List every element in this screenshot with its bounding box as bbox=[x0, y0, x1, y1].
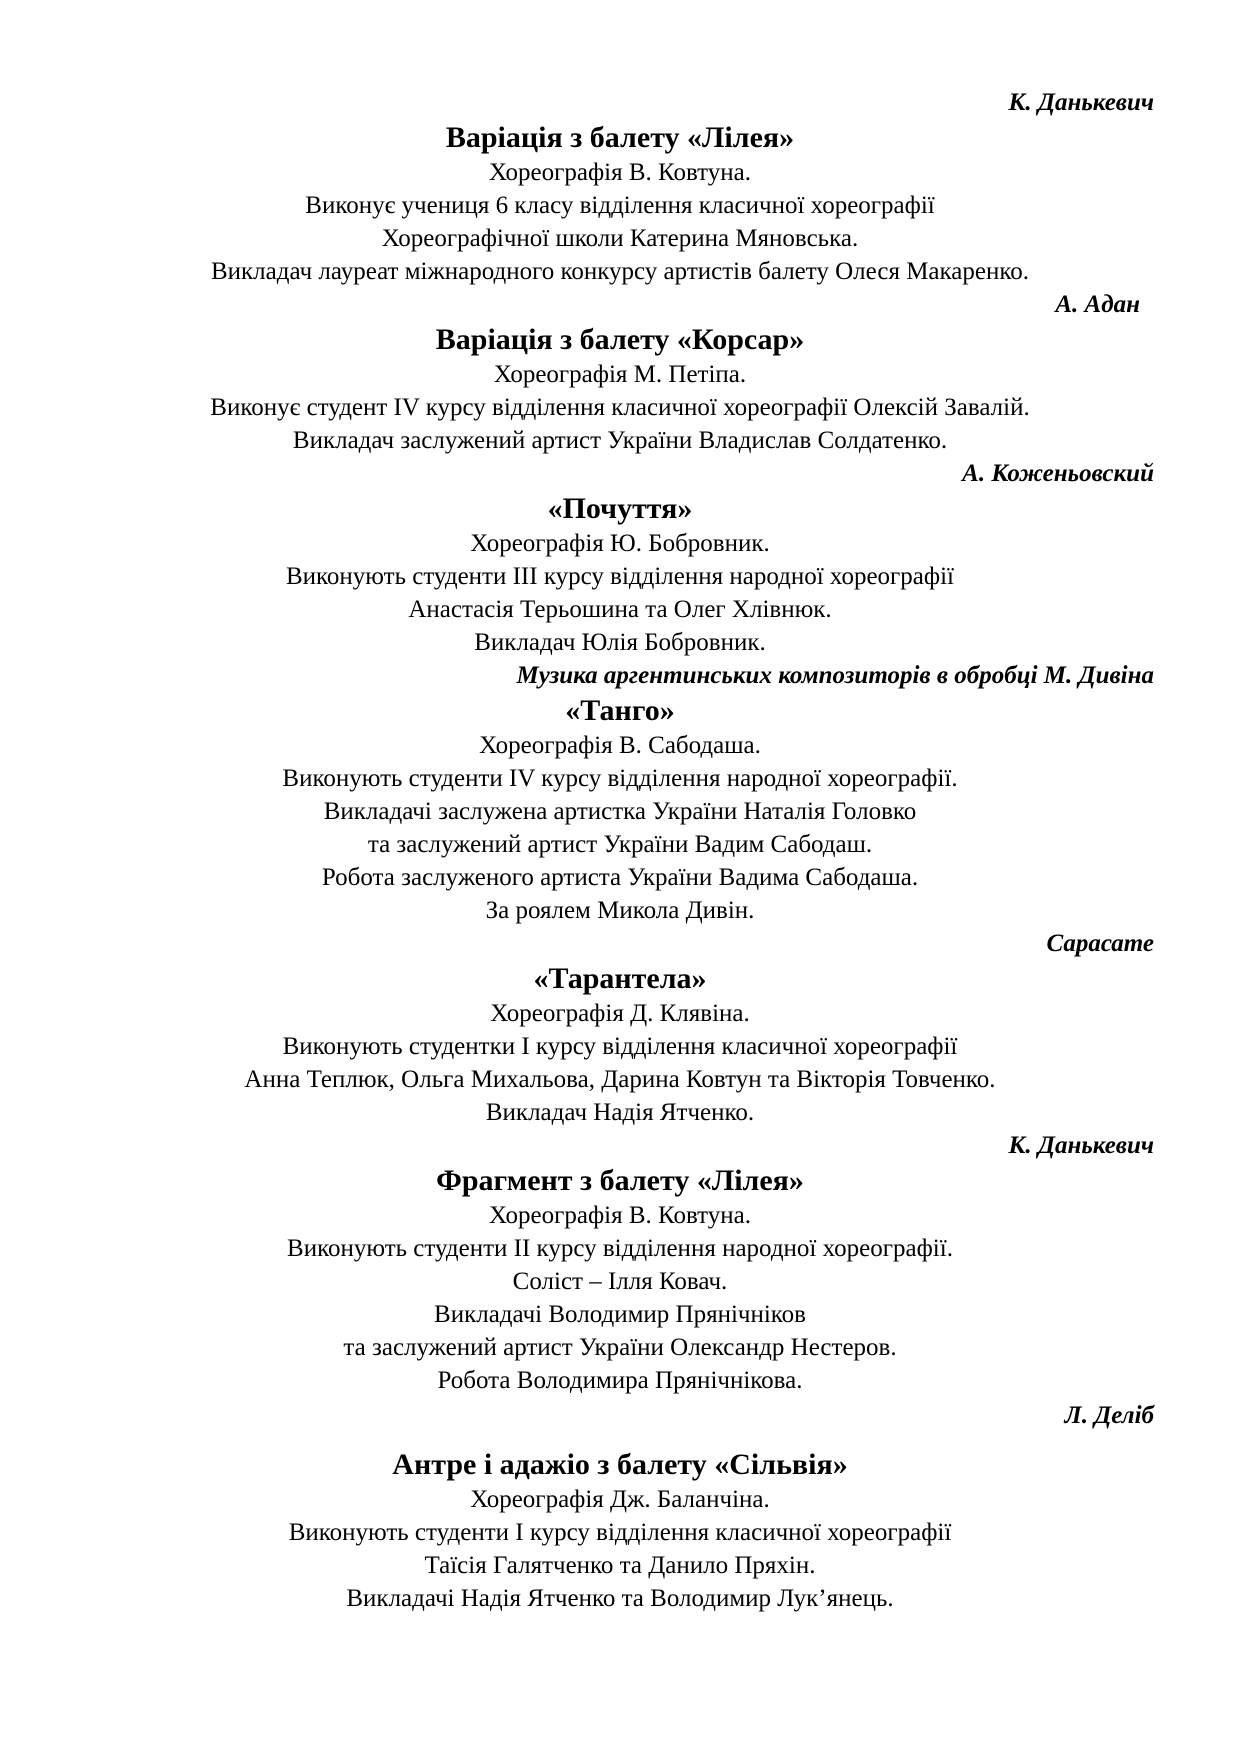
credit-line: Викладач заслужений артист України Владислав Солдатенко. bbox=[292, 427, 948, 454]
credit-line: Хореографія Ю. Бобровник. bbox=[470, 530, 770, 557]
credit-line: Соліст – Ілля Ковач. bbox=[512, 1268, 728, 1295]
credit-line: Виконують студенти IV курсу відділення народної хореографії. bbox=[282, 765, 958, 792]
credit-line: Робота заслуженого артиста України Вадима Сабодаша. bbox=[321, 864, 919, 891]
piece-title: Варіація з балету «Корсар» bbox=[435, 323, 805, 356]
spacer bbox=[0, 1432, 1240, 1446]
composer-name: К. Данькевич bbox=[1008, 89, 1154, 116]
credit-line: Хореографія Д. Клявіна. bbox=[490, 1000, 750, 1027]
credit-line: Виконують студенти II курсу відділення народної хореографії. bbox=[287, 1235, 953, 1262]
program-item bbox=[0, 927, 1240, 1129]
credit-line: Виконують студентки I курсу відділення класичної хореографії bbox=[282, 1033, 958, 1060]
credit-line: Анна Теплюк, Ольга Михальова, Дарина Ковтун та Вікторія Товченко. bbox=[244, 1066, 996, 1093]
credit-line: Викладачі Володимир Прянічніков bbox=[434, 1301, 806, 1328]
program-item bbox=[0, 288, 1240, 457]
program-page bbox=[0, 86, 1240, 1615]
credit-line: Хореографія В. Сабодаша. bbox=[479, 732, 761, 759]
credit-line: Анастасія Терьошина та Олег Хлівнюк. bbox=[408, 596, 832, 623]
program-item bbox=[0, 659, 1240, 927]
credit-line: Хореографія Дж. Баланчіна. bbox=[470, 1486, 770, 1513]
credit-line: Хореографія В. Ковтуна. bbox=[489, 159, 751, 186]
piece-title: «Тарантела» bbox=[533, 962, 707, 995]
credit-line: Викладачі Надія Ятченко та Володимир Лук’янець. bbox=[346, 1585, 894, 1612]
piece-title: «Почуття» bbox=[547, 492, 693, 525]
program-item bbox=[0, 1397, 1240, 1615]
credit-line: Викладач Юлія Бобровник. bbox=[474, 629, 766, 656]
credit-line: Викладачі заслужена артистка України Наталія Головко bbox=[323, 798, 917, 825]
piece-title: Варіація з балету «Лілея» bbox=[445, 121, 795, 154]
program-item bbox=[0, 86, 1240, 288]
program-item bbox=[0, 457, 1240, 659]
credit-line: Хореографія В. Ковтуна. bbox=[489, 1202, 751, 1229]
piece-title: Антре і адажіо з балету «Сільвія» bbox=[392, 1448, 848, 1481]
piece-title: «Танго» bbox=[565, 694, 675, 727]
composer-name: Л. Деліб bbox=[1064, 1402, 1154, 1429]
credit-line: Виконує студент IV курсу відділення класичної хореографії Олексій Завалій. bbox=[210, 394, 1030, 421]
composer-name: Сарасате bbox=[1046, 930, 1154, 957]
credit-line: Виконують студенти I курсу відділення класичної хореографії bbox=[288, 1519, 952, 1546]
credit-line: Виконують студенти III курсу відділення народної хореографії bbox=[286, 563, 954, 590]
credit-line: та заслужений артист України Олександр Нестеров. bbox=[343, 1334, 897, 1361]
credit-line: Робота Володимира Прянічнікова. bbox=[437, 1367, 803, 1394]
credit-line: Хореографія М. Петіпа. bbox=[493, 361, 747, 388]
composer-name: А. Адан bbox=[1055, 291, 1140, 318]
credit-line: Хореографічної школи Катерина Мяновська. bbox=[381, 225, 859, 252]
credit-line: Викладач Надія Ятченко. bbox=[485, 1099, 755, 1126]
composer-name: А. Коженьовский bbox=[962, 460, 1154, 487]
composer-name: Музика аргентинських композиторів в обробці М. Дивіна bbox=[516, 662, 1154, 689]
credit-line: Виконує учениця 6 класу відділення класичної хореографії bbox=[305, 192, 935, 219]
program-item bbox=[0, 1129, 1240, 1397]
credit-line: За роялем Микола Дивін. bbox=[485, 897, 755, 924]
composer-name: К. Данькевич bbox=[1008, 1132, 1154, 1159]
credit-line: Викладач лауреат міжнародного конкурсу артистів балету Олеся Макаренко. bbox=[210, 258, 1029, 285]
credit-line: Таїсія Галятченко та Данило Пряхін. bbox=[424, 1552, 816, 1579]
credit-line: та заслужений артист України Вадим Сабодаш. bbox=[367, 831, 873, 858]
piece-title: Фрагмент з балету «Лілея» bbox=[436, 1164, 804, 1197]
